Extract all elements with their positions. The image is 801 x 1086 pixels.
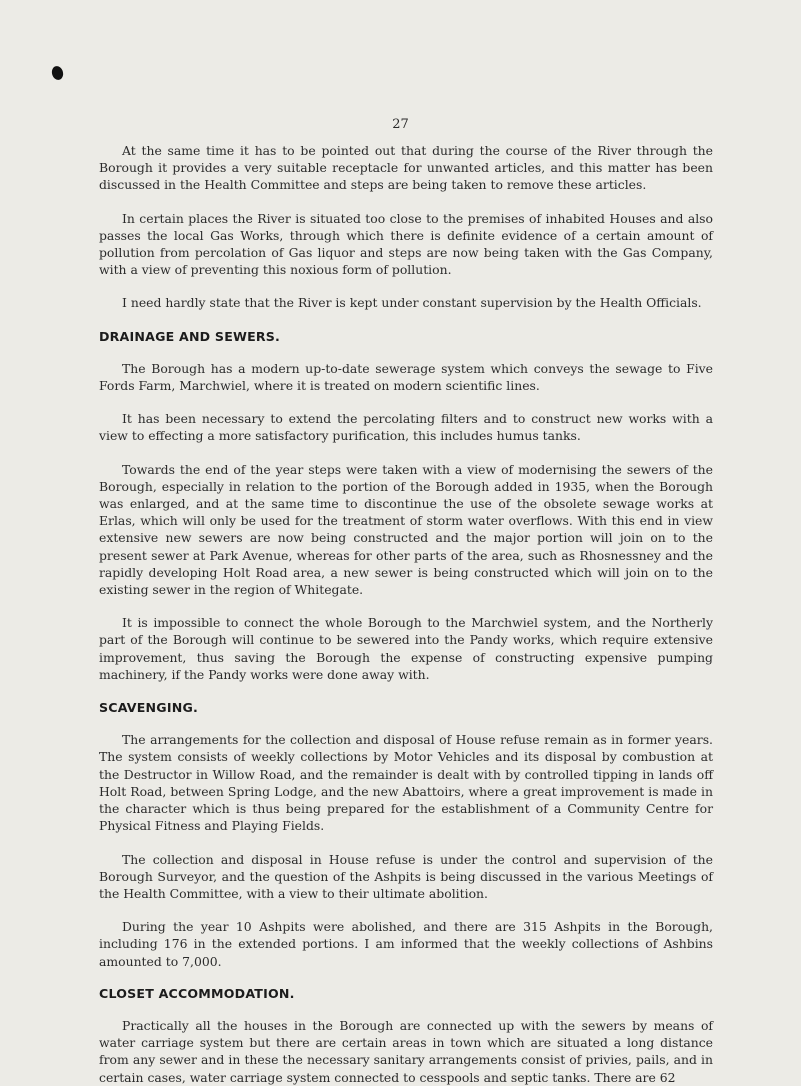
paragraph: The collection and disposal in House refuse is under the control and supervision of the Borough Surveyor, and the question of the Ashpits is being discussed in the various Meetings of the Health Committee, with a view to their ultimate abolition. <box>99 851 713 901</box>
page-number: 27 <box>392 117 409 132</box>
paragraph: It has been necessary to extend the percolating filters and to construct new works with a view to effecting a more satisfactory purification, this includes humus tanks. <box>99 411 713 444</box>
paragraph: The Borough has a modern up-to-date sewerage system which conveys the sewage to Five Fords Farm, Marchwiel, where it is treated on modern scientific lines. <box>99 360 713 394</box>
paragraph: It is impossible to connect the whole Borough to the Marchwiel system, and the Northerly part of the Borough will continue to be sewered into the Pandy works, which require extensive improvement, thus saving the Borough the expense of constructing expensive pumping machinery, if the Pandy works were done away with. <box>99 615 713 682</box>
paragraph: Practically all the houses in the Borough are connected up with the sewers by means of water carriage system but there are certain areas in town which are situated a long distance from any sewer and in these the necessary sanitary arrangements consist of privies, pails, and in certain cases, water carriage system connected to cesspools and septic tanks. There are 62 <box>99 1017 713 1085</box>
section-heading-drainage: DRAINAGE AND SEWERS. <box>99 328 281 344</box>
ink-blot <box>50 65 64 81</box>
section-heading-scavenging: SCAVENGING. <box>99 700 198 716</box>
paragraph: Towards the end of the year steps were taken with a view of modernising the sewers of the Borough, especially in relation to the portion of the Borough added in 1935, when the Borough was enlarged, and at the same time to discontinue the use of the obsolete sewage works at Erlas, which will only be used for the treatment of storm water overflows. With this end in view extensive new sewers are now being constructed and the major portion will join on to the present sewer at Park Avenue, whereas for other parts of the area, such as Rhosnessney and the rapidly developing Holt Road area, a new sewer is being constructed which will join on to the existing sewer in the region of Whitegate. <box>99 461 713 598</box>
paragraph: The arrangements for the collection and disposal of House refuse remain as in former years. The system consists of weekly collections by Motor Vehicles and its disposal by combustion at the Destructor in Willow Road, and the remainder is dealt with by controlled tipping in lands off Holt Road, between Spring Lodge, and the new Abattoirs, where a great improvement is made in the character which is thus being prepared for the establishment of a Community Centre for Physical Fitness and Playing Fields. <box>99 732 713 834</box>
page-content <box>99 142 713 1086</box>
paragraph: I need hardly state that the River is kept under constant supervision by the Health Officials. <box>122 295 702 311</box>
paragraph: During the year 10 Ashpits were abolished, and there are 315 Ashpits in the Borough, including 176 in the extended portions. I am informed that the weekly collections of Ashbins amounted to 7,000. <box>99 919 713 969</box>
section-heading-closet: CLOSET ACCOMMODATION. <box>99 985 295 1001</box>
paragraph: At the same time it has to be pointed out that during the course of the River through the Borough it provides a very suitable receptacle for unwanted articles, and this matter has been discussed in the Health Committee and steps are being taken to remove these articles. <box>99 143 713 193</box>
paragraph: In certain places the River is situated too close to the premises of inhabited Houses and also passes the local Gas Works, through which there is definite evidence of a certain amount of pollution from percolation of Gas liquor and steps are now being taken with the Gas Company, with a view of preventing this noxious form of pollution. <box>99 210 713 278</box>
